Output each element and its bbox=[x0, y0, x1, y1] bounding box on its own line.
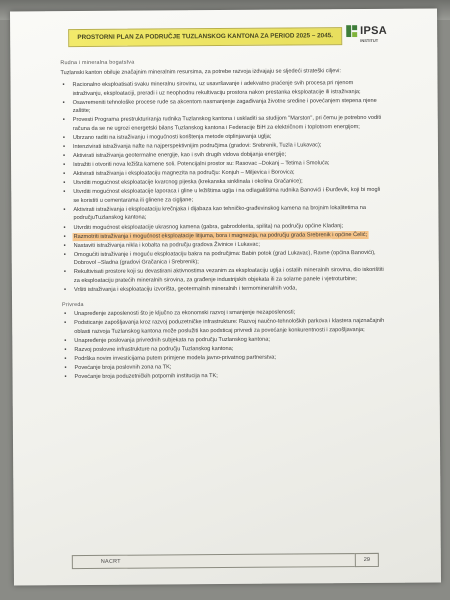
bullet-icon: • bbox=[63, 189, 66, 196]
bullet-icon: • bbox=[63, 224, 66, 231]
bullet-icon: • bbox=[62, 153, 66, 160]
list-item-text: Aktivirati istraživanja geotermalne energije, kao i svih drugih vidova dobijanja energije; bbox=[72, 151, 287, 160]
bullet-icon: • bbox=[62, 82, 65, 89]
bullet-icon: • bbox=[64, 346, 67, 353]
bullet-icon: • bbox=[64, 337, 67, 344]
bullet-icon: • bbox=[63, 242, 66, 249]
list-item-text: Utvrditi mogućnost eksploatacije kvarcnog pijeska (krekanska sinklinala i okolina Gračanice); bbox=[73, 178, 303, 187]
bullet-icon: • bbox=[62, 134, 66, 141]
bullet-icon: • bbox=[62, 143, 66, 151]
list-item-text: Razvoj poslovne infrastrukture na području Tuzlanskog kantona; bbox=[74, 345, 234, 353]
list-item bbox=[62, 317, 384, 336]
list-item-text: Intenzivirati istraživanja nafte na najperspektivnijim područjima (gradovi: Srebrenik, Tuzla i Lukavac); bbox=[72, 142, 322, 150]
list-item-text: Unapređenje zaposlenosti što je ključno za ekonomski razvoj i smanjenje nezaposlenosti; bbox=[74, 309, 296, 318]
bullet-icon: • bbox=[64, 374, 67, 381]
section-title-economy: Privreda bbox=[62, 301, 84, 308]
bullet-icon: • bbox=[63, 269, 66, 276]
document-header-title: PROSTORNI PLAN ZA PODRUČJE TUZLANSKOG KANTONA ZA PERIOD 2025 – 2045. bbox=[68, 27, 342, 47]
list-item bbox=[63, 371, 385, 382]
list-item-text: Aktivirati istraživanja i eksploataciju krečnjaka i dijabaza kao tehničko-građevinskog kamena na brojnim lokalitetima na područjuTuzlanskog kantona; bbox=[73, 204, 366, 222]
bullet-icon: • bbox=[63, 207, 66, 214]
section-intro: Tuzlanski kanton obiluje značajnim mineralnim resursima, za potrebe razvoja izdvajaju se sljedeći strateški ciljevi: bbox=[60, 67, 341, 76]
logo-name: IPSA bbox=[360, 24, 388, 38]
bullet-icon: • bbox=[63, 233, 66, 240]
mineral-goals-list bbox=[60, 79, 383, 295]
bullet-icon: • bbox=[64, 311, 67, 318]
document-body bbox=[60, 57, 384, 382]
bullet-icon: • bbox=[63, 171, 66, 178]
highlighted-item-text: Razmotriti istraživanja i mogućnost eksploatacije litijuma, bora i magnezija, na području grada Srebrenik i općine Čelić; bbox=[73, 231, 368, 240]
bullet-icon: • bbox=[63, 162, 66, 169]
list-item bbox=[61, 114, 383, 133]
list-item-text: Utvrditi mogućnost eksploatacije ukrasnog kamena (gabra, gabrodolerita, spilita) na području općine Kladanj; bbox=[73, 222, 344, 231]
bullet-icon: • bbox=[64, 365, 67, 372]
page-footer bbox=[72, 553, 379, 569]
list-item-text: Provesti Programa prestrukturiranja rudnika Tuzlanskog kantona i uskladiti sa studijom "Marston", pri čemu je potrebno voditi računa da se ne ugrozi energetski bilans Tuzlanskog kantona i Federacije BiH za električnom i toplotnom energijom; bbox=[72, 115, 382, 132]
list-item bbox=[62, 249, 384, 268]
list-item bbox=[61, 186, 383, 205]
bullet-icon: • bbox=[63, 251, 66, 258]
list-item-text: Osavremeniti tehnološke procese rude sa akcentom nasmanjenje zagađivanja životne sredine i povećanjem stepena njene zaštite; bbox=[72, 97, 377, 115]
section-title-mineral-resources: Rudna i mineralna bogatstva bbox=[60, 59, 135, 67]
list-item-text: Racionalno eksploatisati svaku mineralnu sirovinu, uz usavršavanje i adekvatno praćenje svih procesa pri njenom istraživanju, eksploataciji, preradi i uz neophodnu rekultivaciju prostora nakon prestanka eksploatacije ili istraživanja; bbox=[72, 80, 361, 97]
list-item-text: Ubrzano raditi na istraživanju i mogućnosti korištenja metode otplinjavanja uglja; bbox=[72, 133, 272, 141]
page-number: 29 bbox=[355, 553, 379, 567]
bullet-icon: • bbox=[62, 99, 65, 106]
bullet-icon: • bbox=[64, 355, 67, 363]
list-item-text: Unapređenje poslovanja privrednih subjekata na području Tuzlanskog kantona; bbox=[74, 336, 270, 344]
list-item bbox=[60, 79, 382, 98]
bullet-icon: • bbox=[62, 117, 65, 124]
list-item-text: Povećanje broja poduzetničkih potpornih institucija na TK; bbox=[74, 373, 218, 381]
bullet-icon: • bbox=[64, 320, 67, 327]
list-item-text: Rekultivisati prostore koji su devastirani aktivnostima vezanim za eksploataciju uglja i ostalih mineralnih sirovina, dio iskorištiti za eksploataciju pratećih mineralnih sirovina, za građenje industrijskih objekata ili za solarne panele i vjetroturbine; bbox=[73, 267, 384, 284]
bullet-icon: • bbox=[63, 287, 67, 294]
list-item bbox=[62, 266, 384, 285]
list-item-text: Omogućiti istraživanje i moguću eksploataciju bakra na područjima: Babin potok (grad Lukavac), Ravne (općina Banovići), Dobrovol –Sladna (gradovi Gračanica i Srebrenik); bbox=[73, 249, 376, 267]
bullet-icon: • bbox=[63, 180, 66, 187]
list-item bbox=[62, 284, 384, 295]
list-item-text: Nastaviti istraživanja nikla i kobalta na području gradova Živinice i Lukavac; bbox=[73, 241, 260, 249]
list-item-text: Podrška novim investicijama putem primjene modela javno-privatnog partnerstva; bbox=[74, 354, 276, 362]
list-item-text: Aktivirati istraživanja i eksploataciju magnezita na području: Konjuh – Miljevica i Borovica; bbox=[73, 169, 295, 178]
list-item bbox=[61, 96, 383, 115]
ipsa-logo bbox=[346, 23, 388, 51]
list-item-text: Vršiti istraživanja i eksploataciju izvorišta, geotermalnih mineralnih i termomineralnih voda, bbox=[73, 285, 297, 294]
list-item-text: Utvrditi mogućnost eksploatacije laporaca i gline u ležištima uglja i na odlagalištima rudnika Banovići i Đurđevik, koji bi mogli se koristiti u cementarama ili glinene za cigljane; bbox=[73, 187, 381, 204]
list-item bbox=[61, 204, 383, 223]
document-page bbox=[10, 9, 441, 586]
economy-goals-list bbox=[62, 308, 384, 382]
logo-subtitle: INSTITUT bbox=[360, 37, 379, 44]
footer-draft-label: NACRT bbox=[100, 558, 121, 565]
list-item-text: Istražiti i otvoriti nova ležišta kamene soli. Potencijalni prostor su: Rasovac –Dokanj – Tetima i Smoluća; bbox=[73, 160, 330, 169]
logo-mark-icon bbox=[346, 25, 358, 37]
list-item-text: Povećanje broja poslovnih zona na TK; bbox=[74, 364, 172, 372]
list-item-text: Podsticanje zapošljavanja kroz razvoj poduzetničke infrastrukture: Razvoj naučno-tehnoloških parkova i klastera najznačajnih oblasti razvoja Tuzlanskog kantona može poslužiti kao podsticaj privredi za povećanje konkurentnosti i zapošljavanja; bbox=[74, 317, 385, 335]
